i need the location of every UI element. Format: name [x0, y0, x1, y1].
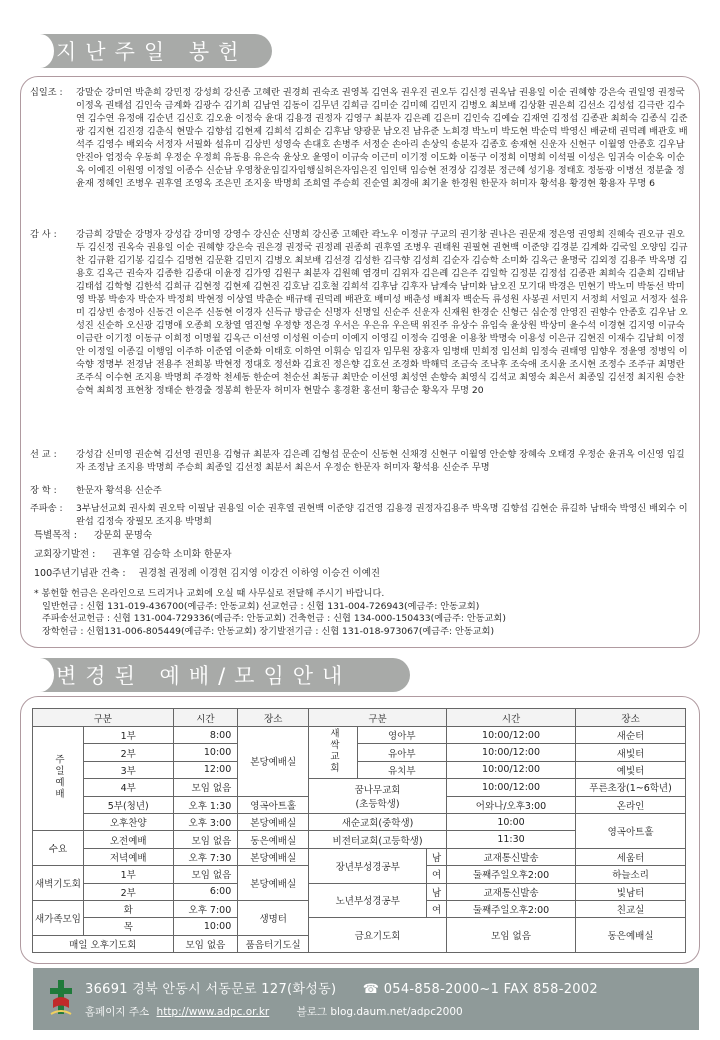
- church-dev-names: 권후열 김승학 소미화 한문자: [112, 549, 232, 560]
- last-week-title-text: 지난주일 봉헌: [56, 40, 248, 64]
- service-time: 오후 1:30: [173, 796, 238, 813]
- special-offering-row: [34, 530, 152, 542]
- dept-time: 교재통신발송: [446, 848, 575, 865]
- youth-place: 영곡아트홀: [576, 813, 686, 848]
- service-time: 오후 7:00: [173, 900, 238, 917]
- footer-bar: [33, 968, 699, 1030]
- service-name: 화: [83, 900, 173, 917]
- dept-place: 온라인: [576, 796, 686, 813]
- table-row: [33, 918, 686, 935]
- service-name: 2부: [83, 883, 173, 900]
- friday-name: 금요기도회: [309, 918, 447, 953]
- service-place: 동은예배실: [238, 831, 309, 848]
- dept-place: 하늘소리: [576, 866, 686, 883]
- sunday-label: 주일예배: [52, 754, 64, 801]
- service-place: 본당예배실: [238, 866, 309, 901]
- offering-names: 한문자 황석용 신순주: [76, 485, 162, 496]
- homepage-link[interactable]: http://www.adpc.or.kr: [156, 1006, 270, 1018]
- table-row: [33, 779, 686, 796]
- dept-name: 유치부: [357, 761, 446, 778]
- saessak-label: 새싹교회: [327, 728, 339, 775]
- service-time: 오후 3:00: [173, 813, 238, 830]
- service-name: 1부: [83, 866, 173, 883]
- dept-name: 새순교회(중학생): [309, 813, 447, 830]
- service-place: 본당예배실: [238, 848, 309, 865]
- dept-time: 10:00: [446, 813, 575, 830]
- offering-notes: [34, 588, 506, 638]
- dept-time: 어와나/오후3:00: [446, 796, 575, 813]
- blog-address: 블로그 blog.daum.net/adpc2000: [296, 1006, 463, 1018]
- service-name: 2부: [83, 744, 173, 761]
- dept-name: 유아부: [357, 744, 446, 761]
- service-place: 영곡아트홀: [238, 796, 309, 813]
- offering-label: 감 사 :: [30, 229, 57, 240]
- note-line: 일반헌금 : 신협 131-019-436700(예금주: 안동교회) 선교헌금 : 신협 131-004-726943(예금주: 안동교회): [42, 600, 480, 612]
- dept-name: 영아부: [357, 727, 446, 744]
- church-development-row: [34, 549, 232, 561]
- col-header: 시간: [446, 709, 575, 727]
- dream-label: 꿈나무교회: [354, 785, 401, 797]
- friday-place: 동은예배실: [576, 918, 686, 953]
- note-line: * 봉헌할 헌금은 온라인으로 드리거나 교회에 오실 때 사무실로 전달해 주시기 바랍니다.: [34, 588, 385, 599]
- col-header: 시간: [173, 709, 238, 727]
- offering-label: 선 교 :: [30, 449, 57, 460]
- sex-cell: 여: [427, 900, 447, 917]
- table-row: [33, 761, 686, 778]
- dept-time: 10:00/12:00: [446, 727, 575, 744]
- daily-prayer-time: 모임 없음: [173, 935, 238, 952]
- church-dev-label: 교회장기발전 :: [34, 549, 96, 560]
- service-name: 오후찬양: [83, 813, 173, 830]
- service-time: 6:00: [173, 883, 238, 900]
- dept-name: 비전터교회(고등학생): [309, 831, 447, 848]
- wed-label: 수요: [33, 831, 84, 866]
- title-notch: [26, 34, 54, 68]
- schedule-table: [32, 708, 686, 953]
- table-row: [33, 727, 686, 744]
- footer-address: 36691 경북 안동시 서동문로 127(화성동): [85, 982, 337, 997]
- service-place: 본당예배실: [238, 813, 309, 830]
- adult-study-label: 장년부성경공부: [309, 848, 427, 883]
- dept-time: 11:30: [446, 831, 575, 848]
- daily-prayer-place: 품음터기도실: [238, 935, 309, 952]
- dept-place: 예빛터: [576, 761, 686, 778]
- dept-place: 세움터: [576, 848, 686, 865]
- service-name: 3부: [83, 761, 173, 778]
- service-name: 4부: [83, 779, 173, 796]
- service-time: 오후 7:30: [173, 848, 238, 865]
- table-header-row: [33, 709, 686, 727]
- service-place: 본당예배실: [238, 727, 309, 797]
- col-header: 구분: [33, 709, 174, 727]
- col-header: 구분: [309, 709, 447, 727]
- service-time: 12:00: [173, 761, 238, 778]
- dream-sub: (초등학생): [355, 799, 400, 811]
- special-label: 특별목적 :: [34, 530, 77, 541]
- service-time: 모임 없음: [173, 779, 238, 796]
- dept-place: 푸른초장(1~6학년): [576, 779, 686, 796]
- dept-time: 10:00/12:00: [446, 779, 575, 796]
- footer-line2: [85, 1004, 463, 1019]
- service-time: 모임 없음: [173, 866, 238, 883]
- homepage-label: 홈페이지 주소: [85, 1006, 150, 1018]
- service-name: 오전예배: [83, 831, 173, 848]
- offering-names: 강말순 강미연 박춘희 강민정 강성희 강신종 고혜란 권경희 권숙조 권영복 김연옥 권우진 권오두 김신정 권옥남 권용일 이순 권혜향 강은숙 권일영 권정국 이정옥 권태섭 김인숙 금계화 김광수 김기희 김남연 김동이 김무년 김희금 김미순 김미혜 김민지 김병오 최보배 김상환 권은희 김선소 김성섭 김극란 김수연 김수연 유정애 김순년 김신호 김오윤 이정숙 윤대 김용경 권정자 김영구 최분자 김은례 김은미 김인숙 김예슬 김재연 김정섭 김종관 최희숙 김종식 김준광 김지현 김진경 김춘식 현말수 김향섭 김현제 김희석 김희순 김후남 양광문 남오진 남유준 노희경 박노미 박도현 박순덕 박영신 배균태 권덕례 배관호 배석주 김영수 배외숙 서정자 서필화 설유미 김상빈 성영숙 손대호 손병주 서정순 손아리 손상익 송분자 김종호 송재현 신운자 신현구 이월영 안종호 김우남 안진아 엄정숙 우동희 우정순 우정희 유동용 유은숙 윤상오 윤영이 이규숙 이근미 이기정 이도화 이동구 이정희 이명희 이석필 이성은 임귀숙 이순옥 이순옥 이예진 이원영 이정일 이종수 신순남 우영창운임길자임행실허은자임은진 임인택 임승현 전경상 김경분 정근혜 성기용 정태호 정동광 이병선 정분출 정윤재 정혜인 조병우 권후열 조영옥 조은민 조지웅 박명희 조희열 주승희 진순열 최경애 최기윤 한경원 한문자 허미자 황석용 황경현 황용자 무명 6: [76, 87, 688, 189]
- friday-time: 모임 없음: [446, 918, 575, 953]
- daily-prayer-name: 매일 오후기도회: [33, 935, 174, 952]
- offering-names: 강금희 강말순 강명자 강성갑 강미영 강영수 강신순 신명희 강신종 고혜란 곽노우 이정규 구교의 권기창 권나은 권문재 정은영 권영희 진혜숙 권오규 권오두 김신정 권옥숙 권용일 이순 권혜향 강은숙 권은경 권정국 권정례 권종희 권후열 조병우 권태원 권필현 권현백 이준양 김경분 김계화 김국일 오양임 김규찬 김규환 김기봉 김길수 김명현 김문환 김민지 김병오 최보배 김선경 김성한 김극향 김성희 김순자 김승학 소미화 김옥근 윤명국 김외정 김용주 박옥명 김용호 김옥근 권숙자 김종한 김종대 이윤정 김가영 김원구 최분자 김원혜 염경미 김위자 김은례 김은주 김일학 김정분 김정섭 김종관 최희숙 김춘희 김태남 김태섭 김학형 김한석 김희규 김현정 김현제 김현진 김호남 김호철 김희석 김후남 김후자 남계숙 남미화 남오진 모기대 박경은 민현기 박노미 박동선 박미영 박봉 박송자 박순자 박정희 박현정 이상열 박춘순 배규태 권덕례 배관호 배미성 배춘성 배최자 백순득 류성원 사봉권 서민지 서정희 서일교 서정자 설유미 김상빈 송정아 신동건 이은주 신동현 이경자 신득규 방금순 신명자 신명일 신순주 신운자 신재원 한경순 신형근 심순정 안영진 권향수 안종호 김우남 오성진 신순하 오신광 김명애 오종희 오창열 염진형 우정향 정은경 우서은 우은유 우은택 위진주 유상수 유임숙 윤상원 박상미 윤수석 이경현 김지영 이규숙 이금란 이기정 이동규 이희정 이명월 김옥근 이선영 이성원 이승미 이예지 이영길 이정숙 김영윤 이용창 박명숙 이용성 이은규 김현진 이재수 김남희 이정안 이정일 이종길 이행임 이주하 이준엽 이준화 이태호 이하연 이휘승 임길자 임무원 장홍자 임병태 민희정 임선희 임정숙 권태영 임향우 정윤영 정병익 이숙향 정명부 전경남 전용주 전희봉 박현정 정대호 정선화 김효진 정은향 김호선 조경화 박해덕 조금숙 조낙후 조숙애 조시윤 조시현 조정수 조주규 최명란 조주식 이수현 조지용 박명희 주경학 천세동 한순여 천순선 최동규 최만순 이선영 최성연 손향숙 최영식 김석교 최영숙 최은서 최종일 김선정 최지원 승찬 승혁 최희정 표현창 정태순 한경출 정봉희 한문자 허미자 현말수 홍경환 홍선미 황금순 황옥자 무명 20: [76, 229, 688, 396]
- service-name: 목: [83, 918, 173, 935]
- offering-label: 주파송 :: [30, 503, 63, 514]
- senior-study-label: 노년부성경공부: [309, 883, 427, 918]
- footer-phone: ☎ 054-858-2000~1 FAX 858-2002: [362, 982, 598, 997]
- dept-place: 새순터: [576, 727, 686, 744]
- footer-line1: [85, 978, 598, 997]
- offering-names: 강성갑 신미영 권순혁 김선영 권민용 김형규 최분자 김은례 김형섭 문순이 신동현 신채경 신현구 이월영 안순향 장혜숙 오태경 우정순 윤귀옥 이신영 임길자 조정남 조지용 박명희 주승희 최종일 김선정 최분서 최은서 우정순 한문자 허미자 황석용 신순주 무명: [76, 449, 685, 473]
- service-name: 1부: [83, 727, 173, 744]
- changed-title-text: 변경된 예배/모임안내: [56, 664, 352, 688]
- table-row: [33, 744, 686, 761]
- table-row: [33, 848, 686, 865]
- sex-cell: 남: [427, 883, 447, 900]
- anniv-label: 100주년기념관 건축 :: [34, 568, 126, 579]
- family-label: 새가족모임: [33, 900, 84, 935]
- offering-row-scholarship: [30, 484, 688, 497]
- note-line: 장학헌금 : 신협131-006-805449(예금주: 안동교회) 장기발전기금 : 신협 131-018-973067(예금주: 안동교회): [42, 625, 495, 637]
- service-place: 생명터: [238, 900, 309, 935]
- dept-time: 둘째주일오후2:00: [446, 866, 575, 883]
- saessak-label-cell: [309, 727, 358, 779]
- sex-cell: 남: [427, 848, 447, 865]
- service-name: 저녁예배: [83, 848, 173, 865]
- table-row: [33, 883, 686, 900]
- offering-names: 3부남선교회 권사회 권오탁 이필남 권용일 이순 권후열 권현백 이준양 김건영 김용경 권정자김용주 박옥명 김향섭 김현순 류길하 남태숙 박영신 배외수 이완섭 김정숙 장필모 조지용 박명희: [76, 503, 688, 527]
- offering-row-mission-dispatch: [30, 502, 688, 528]
- title-notch: [26, 658, 54, 692]
- dept-time: 10:00/12:00: [446, 761, 575, 778]
- dept-time: 10:00/12:00: [446, 744, 575, 761]
- dept-time: 둘째주일오후2:00: [446, 900, 575, 917]
- dept-place: 친교실: [576, 900, 686, 917]
- offering-row-tithe: [30, 86, 688, 190]
- service-time: 8:00: [173, 727, 238, 744]
- offering-label: 십일조 :: [30, 87, 63, 98]
- offering-label: 장 학 :: [30, 485, 57, 496]
- service-time: 10:00: [173, 744, 238, 761]
- church-logo-icon: [47, 978, 75, 1018]
- anniversary-hall-row: [34, 568, 380, 580]
- sex-cell: 여: [427, 866, 447, 883]
- service-time: 모임 없음: [173, 831, 238, 848]
- changed-schedule-title: [40, 658, 410, 692]
- dream-label-cell: [309, 779, 447, 814]
- sunday-label-cell: [33, 727, 84, 831]
- offering-row-mission: [30, 448, 688, 474]
- note-line: 주파송선교헌금 : 신협 131-004-729336(예금주: 안동교회) 건축헌금 : 신협 134-000-150433(예금주: 안동교회): [42, 613, 506, 624]
- dept-place: 빛남터: [576, 883, 686, 900]
- service-name: 5부(청년): [83, 796, 173, 813]
- anniv-names: 권경철 권정례 이경현 김지영 이강건 이하영 이승건 이예진: [138, 568, 381, 579]
- dept-place: 새빛터: [576, 744, 686, 761]
- col-header: 장소: [238, 709, 309, 727]
- offering-row-thanks: [30, 228, 688, 397]
- dept-time: 교재통신발송: [446, 883, 575, 900]
- dawn-label: 새벽기도회: [33, 866, 84, 901]
- last-week-offering-title: [40, 34, 272, 68]
- special-names: 강문희 문명숙: [93, 530, 153, 541]
- service-time: 10:00: [173, 918, 238, 935]
- table-row: [33, 813, 686, 830]
- col-header: 장소: [576, 709, 686, 727]
